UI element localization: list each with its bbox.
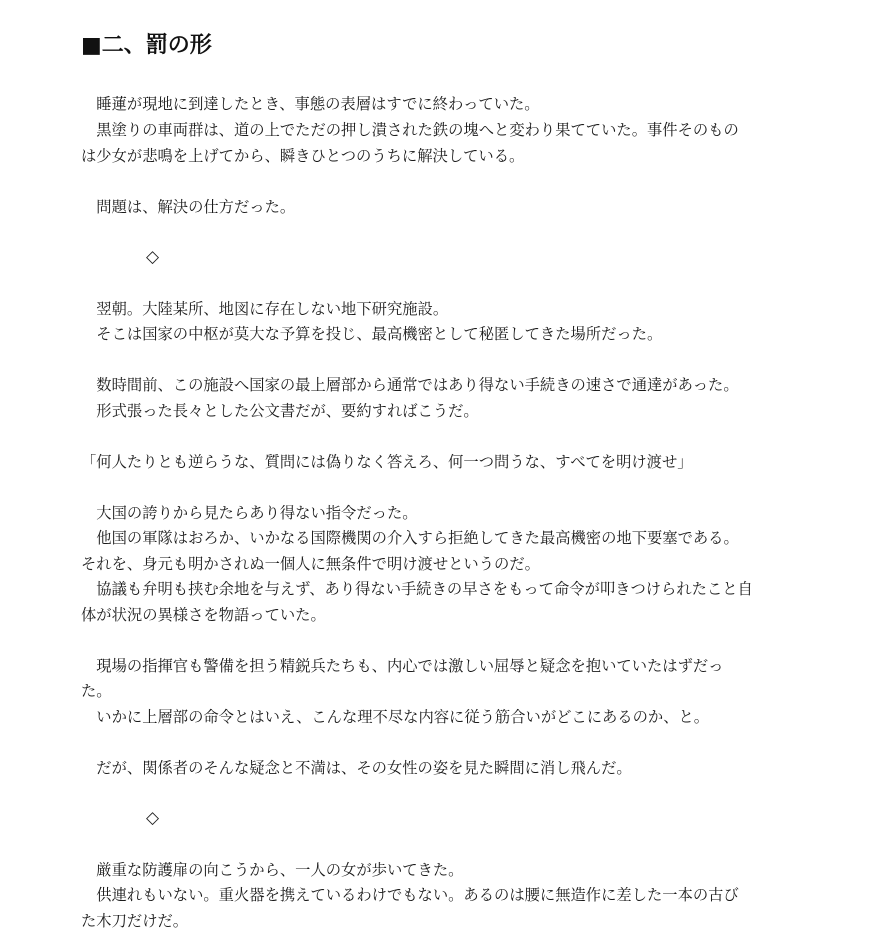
text-line: 協議も弁明も挟む余地を与えず、あり得ない手続きの早さをもって命令が叩きつけられたこと自	[81, 580, 753, 598]
section-heading: ■二、罰の形	[81, 33, 212, 58]
scene-break-diamond: ◇	[146, 247, 160, 267]
text-line: た木刀だけだ。	[81, 912, 189, 930]
scene-break-diamond: ◇	[146, 808, 160, 828]
text-line: は少女が悲鳴を上げてから、瞬きひとつのうちに解決している。	[81, 147, 525, 165]
text-line: 問題は、解決の仕方だった。	[81, 198, 296, 216]
text-line: 大国の誇りから見たらあり得ない指令だった。	[81, 504, 418, 522]
text-line: 供連れもいない。重火器を携えているわけでもない。あるのは腰に無造作に差した一本の古び	[81, 886, 739, 904]
text-line: た。	[81, 682, 112, 700]
text-line: 体が状況の異様さを物語っていた。	[81, 606, 326, 624]
text-line: それを、身元も明かされぬ一個人に無条件で明け渡せというのだ。	[81, 555, 540, 573]
text-line: だが、関係者のそんな疑念と不満は、その女性の姿を見た瞬間に消し飛んだ。	[81, 759, 632, 777]
text-line: 睡蓮が現地に到達したとき、事態の表層はすでに終わっていた。	[81, 95, 540, 113]
text-line: 数時間前、この施設へ国家の最上層部から通常ではあり得ない手続きの速さで通達があった。	[81, 376, 739, 394]
text-line: 翌朝。大陸某所、地図に存在しない地下研究施設。	[81, 300, 449, 318]
text-line: いかに上層部の命令とはいえ、こんな理不尽な内容に従う筋合いがどこにあるのか、と。	[81, 708, 710, 726]
text-line: 他国の軍隊はおろか、いかなる国際機関の介入すら拒絶してきた最高機密の地下要塞である。	[81, 529, 739, 547]
text-line: 現場の指揮官も警備を担う精鋭兵たちも、内心では激しい屈辱と疑念を抱いていたはずだっ	[81, 657, 724, 675]
text-line: 形式張った長々とした公文書だが、要約すればこうだ。	[81, 402, 479, 420]
text-line: 黒塗りの車両群は、道の上でただの押し潰された鉄の塊へと変わり果てていた。事件そのもの	[81, 121, 739, 139]
text-line: 厳重な防護扉の向こうから、一人の女が歩いてきた。	[81, 861, 464, 879]
quoted-order-line: 「何人たりとも逆らうな、質問には偽りなく答えろ、何一つ問うな、すべてを明け渡せ」	[81, 453, 693, 471]
text-line: そこは国家の中枢が莫大な予算を投じ、最高機密として秘匿してきた場所だった。	[81, 325, 663, 343]
